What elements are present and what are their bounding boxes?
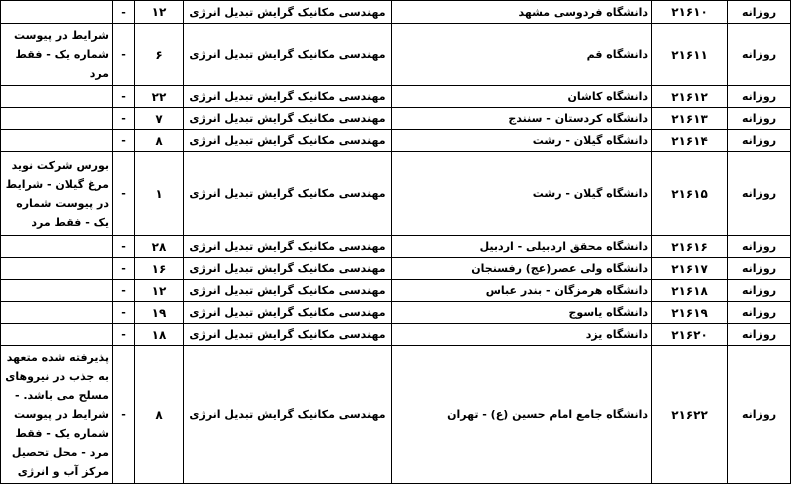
study-type-cell: روزانه	[728, 280, 791, 302]
notes-cell	[1, 302, 113, 324]
field-cell: مهندسی مکانیک گرایش تبدیل انرژی	[184, 280, 392, 302]
code-cell: ۲۱۶۱۳	[652, 108, 728, 130]
study-type-cell: روزانه	[728, 130, 791, 152]
field-cell: مهندسی مکانیک گرایش تبدیل انرژی	[184, 346, 392, 484]
table-row	[1, 346, 791, 484]
notes-cell: بورس شرکت نوید مرغ گیلان - شرایط در پیوست شماره یک - فقط مرد	[1, 152, 113, 236]
table-row	[1, 324, 791, 346]
field-cell: مهندسی مکانیک گرایش تبدیل انرژی	[184, 108, 392, 130]
table-row	[1, 280, 791, 302]
gender-cell: -	[113, 346, 135, 484]
gender-cell: -	[113, 280, 135, 302]
university-cell: دانشگاه یاسوج	[392, 302, 652, 324]
university-cell: دانشگاه گیلان - رشت	[392, 152, 652, 236]
table-row	[1, 108, 791, 130]
study-type-cell: روزانه	[728, 86, 791, 108]
capacity-cell: ۱۶	[135, 258, 184, 280]
field-cell: مهندسی مکانیک گرایش تبدیل انرژی	[184, 86, 392, 108]
notes-cell: پذیرفته شده متعهد به جذب در نیروهای مسلح می باشد. - شرایط در پیوست شماره یک - فقط مرد - محل تحصیل مرکز آب و انرژی	[1, 346, 113, 484]
university-cell: دانشگاه فردوسی مشهد	[392, 1, 652, 24]
notes-cell	[1, 324, 113, 346]
code-cell: ۲۱۶۱۹	[652, 302, 728, 324]
capacity-cell: ۸	[135, 130, 184, 152]
table-row	[1, 24, 791, 86]
notes-cell	[1, 280, 113, 302]
university-cell: دانشگاه هرمزگان - بندر عباس	[392, 280, 652, 302]
study-type-cell: روزانه	[728, 24, 791, 86]
code-cell: ۲۱۶۱۵	[652, 152, 728, 236]
field-cell: مهندسی مکانیک گرایش تبدیل انرژی	[184, 130, 392, 152]
gender-cell: -	[113, 24, 135, 86]
field-cell: مهندسی مکانیک گرایش تبدیل انرژی	[184, 152, 392, 236]
code-cell: ۲۱۶۱۶	[652, 236, 728, 258]
field-cell: مهندسی مکانیک گرایش تبدیل انرژی	[184, 258, 392, 280]
capacity-cell: ۲۲	[135, 86, 184, 108]
notes-cell	[1, 1, 113, 24]
table-row	[1, 258, 791, 280]
table-row	[1, 86, 791, 108]
university-cell: دانشگاه کردستان - سنندج	[392, 108, 652, 130]
notes-cell	[1, 236, 113, 258]
table-row	[1, 1, 791, 24]
code-cell: ۲۱۶۱۴	[652, 130, 728, 152]
study-type-cell: روزانه	[728, 108, 791, 130]
university-cell: دانشگاه قم	[392, 24, 652, 86]
university-cell: دانشگاه کاشان	[392, 86, 652, 108]
study-type-cell: روزانه	[728, 302, 791, 324]
notes-cell	[1, 108, 113, 130]
university-cell: دانشگاه جامع امام حسین (ع) - تهران	[392, 346, 652, 484]
gender-cell: -	[113, 324, 135, 346]
university-cell: دانشگاه ولی عصر(عج) رفسنجان	[392, 258, 652, 280]
code-cell: ۲۱۶۲۲	[652, 346, 728, 484]
code-cell: ۲۱۶۱۱	[652, 24, 728, 86]
gender-cell: -	[113, 258, 135, 280]
field-cell: مهندسی مکانیک گرایش تبدیل انرژی	[184, 236, 392, 258]
table-row	[1, 130, 791, 152]
field-cell: مهندسی مکانیک گرایش تبدیل انرژی	[184, 302, 392, 324]
study-type-cell: روزانه	[728, 258, 791, 280]
code-cell: ۲۱۶۱۰	[652, 1, 728, 24]
code-cell: ۲۱۶۱۷	[652, 258, 728, 280]
study-type-cell: روزانه	[728, 152, 791, 236]
table-row	[1, 236, 791, 258]
table-row	[1, 302, 791, 324]
study-type-cell: روزانه	[728, 324, 791, 346]
code-cell: ۲۱۶۱۸	[652, 280, 728, 302]
table-row	[1, 152, 791, 236]
capacity-cell: ۱۹	[135, 302, 184, 324]
notes-cell	[1, 258, 113, 280]
code-cell: ۲۱۶۲۰	[652, 324, 728, 346]
notes-cell	[1, 130, 113, 152]
study-type-cell: روزانه	[728, 1, 791, 24]
gender-cell: -	[113, 302, 135, 324]
capacity-cell: ۱۲	[135, 280, 184, 302]
gender-cell: -	[113, 236, 135, 258]
notes-cell	[1, 86, 113, 108]
capacity-cell: ۶	[135, 24, 184, 86]
notes-cell: شرایط در پیوست شماره یک - فقط مرد	[1, 24, 113, 86]
field-cell: مهندسی مکانیک گرایش تبدیل انرژی	[184, 1, 392, 24]
study-type-cell: روزانه	[728, 346, 791, 484]
gender-cell: -	[113, 86, 135, 108]
gender-cell: -	[113, 152, 135, 236]
university-cell: دانشگاه محقق اردبیلی - اردبیل	[392, 236, 652, 258]
field-cell: مهندسی مکانیک گرایش تبدیل انرژی	[184, 24, 392, 86]
field-cell: مهندسی مکانیک گرایش تبدیل انرژی	[184, 324, 392, 346]
capacity-cell: ۱۸	[135, 324, 184, 346]
gender-cell: -	[113, 1, 135, 24]
capacity-cell: ۸	[135, 346, 184, 484]
capacity-cell: ۲۸	[135, 236, 184, 258]
capacity-cell: ۱	[135, 152, 184, 236]
gender-cell: -	[113, 108, 135, 130]
code-cell: ۲۱۶۱۲	[652, 86, 728, 108]
university-cell: دانشگاه گیلان - رشت	[392, 130, 652, 152]
capacity-cell: ۱۲	[135, 1, 184, 24]
study-type-cell: روزانه	[728, 236, 791, 258]
gender-cell: -	[113, 130, 135, 152]
university-cell: دانشگاه یزد	[392, 324, 652, 346]
capacity-cell: ۷	[135, 108, 184, 130]
table-body	[1, 1, 791, 484]
